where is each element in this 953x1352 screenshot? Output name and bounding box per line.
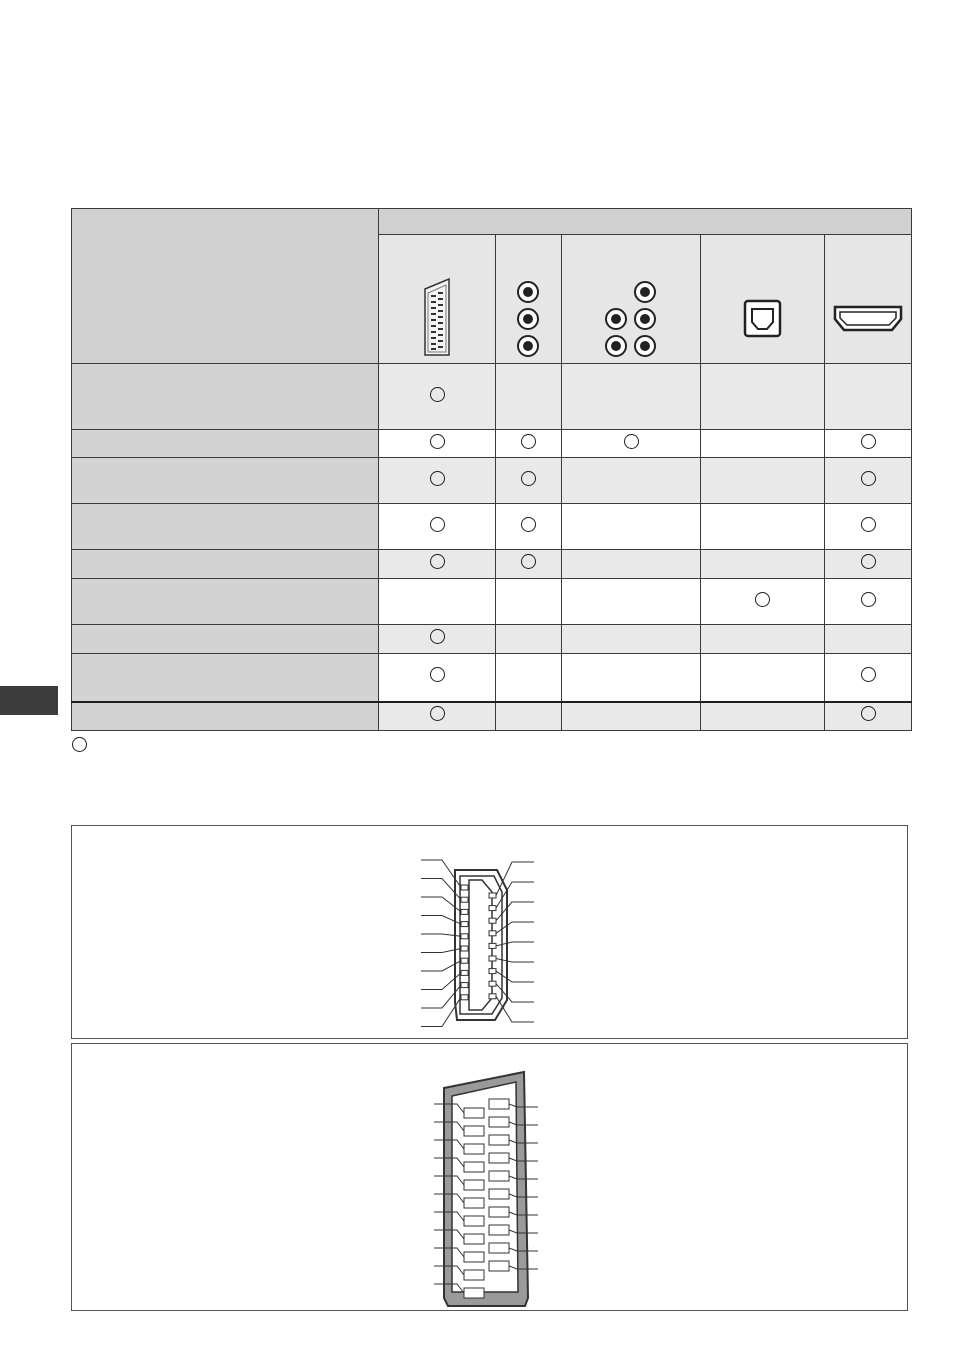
circle-mark-icon xyxy=(430,554,445,569)
hdmi-pin xyxy=(461,934,468,939)
scart-pin xyxy=(489,1225,509,1235)
circle-mark-icon xyxy=(430,629,445,644)
scart-pin-connector-icon xyxy=(72,1044,907,1310)
table-cell xyxy=(562,364,701,430)
row-label-cell xyxy=(72,702,379,731)
table-row xyxy=(72,625,912,654)
table-cell xyxy=(496,364,562,430)
table-cell xyxy=(379,579,496,625)
scart-pin xyxy=(464,1180,484,1190)
table-row xyxy=(72,702,912,731)
scart-pin xyxy=(489,1189,509,1199)
row-label-cell xyxy=(72,625,379,654)
av-rca-jacks-icon xyxy=(496,235,561,363)
table-cell xyxy=(379,504,496,550)
table-row xyxy=(72,654,912,702)
hdmi-pin xyxy=(461,983,468,988)
hdmi-column-header xyxy=(825,235,912,364)
table-cell xyxy=(562,702,701,731)
row-label-cell xyxy=(72,579,379,625)
scart-pin xyxy=(489,1261,509,1271)
hdmi-pin-diagram xyxy=(71,825,908,1039)
circle-mark-icon xyxy=(521,471,536,486)
hdmi-pin xyxy=(489,918,496,923)
scart-pin xyxy=(464,1234,484,1244)
hdmi-pin xyxy=(489,994,496,999)
scart-pin xyxy=(489,1243,509,1253)
hdmi-pin xyxy=(461,946,468,951)
table-cell xyxy=(496,654,562,702)
hdmi-pin xyxy=(489,943,496,948)
hdmi-pin xyxy=(489,956,496,961)
table-row xyxy=(72,364,912,430)
table-cell xyxy=(496,702,562,731)
scart-pin xyxy=(489,1171,509,1181)
circle-mark-icon xyxy=(861,706,876,721)
component-column-header xyxy=(562,235,701,364)
circle-mark-icon xyxy=(755,592,770,607)
circle-mark-icon xyxy=(72,737,87,752)
hdmi-pin xyxy=(489,931,496,936)
terminal-group-header xyxy=(379,209,912,235)
av-column-header xyxy=(496,235,562,364)
circle-mark-icon xyxy=(861,517,876,532)
table-row xyxy=(72,579,912,625)
table-cell xyxy=(825,430,912,458)
hdmi-pin xyxy=(489,981,496,986)
table-row xyxy=(72,550,912,579)
table-cell xyxy=(562,579,701,625)
scart-pin xyxy=(489,1207,509,1217)
circle-mark-icon xyxy=(861,667,876,682)
table-cell xyxy=(701,458,825,504)
table-header-label-cell xyxy=(72,209,379,364)
optical-digital-out-icon xyxy=(701,235,824,363)
table-cell xyxy=(701,625,825,654)
row-label-cell xyxy=(72,654,379,702)
circle-mark-icon xyxy=(430,706,445,721)
hdmi-pin xyxy=(461,970,468,975)
table-cell xyxy=(825,364,912,430)
row-label-cell xyxy=(72,458,379,504)
circle-mark-icon xyxy=(521,434,536,449)
hdmi-pin xyxy=(489,893,496,898)
scart-pin xyxy=(464,1162,484,1172)
circle-mark-icon xyxy=(521,554,536,569)
table-cell xyxy=(701,702,825,731)
table-cell xyxy=(825,550,912,579)
table-cell xyxy=(379,550,496,579)
table-cell xyxy=(379,654,496,702)
circle-mark-icon xyxy=(861,592,876,607)
table-cell xyxy=(701,579,825,625)
circle-mark-icon xyxy=(430,517,445,532)
scart-pin-diagram xyxy=(71,1043,908,1311)
connection-table xyxy=(71,208,912,731)
hdmi-pin xyxy=(461,885,468,890)
hdmi-connector-icon xyxy=(825,235,911,363)
circle-mark-icon xyxy=(430,667,445,682)
table-cell xyxy=(825,654,912,702)
circle-mark-icon xyxy=(430,471,445,486)
row-label-cell xyxy=(72,550,379,579)
scart-pin xyxy=(464,1270,484,1280)
table-cell xyxy=(379,625,496,654)
table-cell xyxy=(701,430,825,458)
table-cell xyxy=(379,702,496,731)
table-cell xyxy=(562,458,701,504)
scart-pin xyxy=(464,1126,484,1136)
hdmi-pin xyxy=(461,995,468,1000)
circle-mark-icon xyxy=(861,471,876,486)
table-cell xyxy=(701,654,825,702)
scart-connector-icon xyxy=(379,235,495,363)
table-row xyxy=(72,430,912,458)
table-cell xyxy=(562,550,701,579)
table-cell xyxy=(379,458,496,504)
table-cell xyxy=(496,504,562,550)
table-cell xyxy=(701,504,825,550)
scart-pin xyxy=(464,1108,484,1118)
scart-pin xyxy=(464,1216,484,1226)
table-cell xyxy=(379,430,496,458)
row-label-cell xyxy=(72,504,379,550)
table-cell xyxy=(825,458,912,504)
table-cell xyxy=(562,625,701,654)
circle-mark-icon xyxy=(430,387,445,402)
table-cell xyxy=(496,550,562,579)
table-cell xyxy=(562,654,701,702)
table-cell xyxy=(496,430,562,458)
scart-column-header xyxy=(379,235,496,364)
scart-pin xyxy=(464,1288,484,1298)
circle-mark-icon xyxy=(624,434,639,449)
circle-mark-icon xyxy=(521,517,536,532)
hdmi-pin xyxy=(489,969,496,974)
table-cell xyxy=(496,579,562,625)
hdmi-pin xyxy=(461,922,468,927)
hdmi-pin xyxy=(461,909,468,914)
circle-mark-icon xyxy=(861,554,876,569)
row-label-cell xyxy=(72,430,379,458)
component-rca-jacks-icon xyxy=(562,235,700,363)
hdmi-pin xyxy=(489,906,496,911)
table-cell xyxy=(562,430,701,458)
scart-pin xyxy=(464,1198,484,1208)
digital-audio-column-header xyxy=(701,235,825,364)
scart-pin xyxy=(489,1135,509,1145)
table-cell xyxy=(562,504,701,550)
table-cell xyxy=(825,702,912,731)
table-cell xyxy=(496,625,562,654)
row-label-cell xyxy=(72,364,379,430)
table-cell xyxy=(701,364,825,430)
table-cell xyxy=(379,364,496,430)
scart-pin xyxy=(489,1153,509,1163)
circle-mark-icon xyxy=(430,434,445,449)
scart-pin xyxy=(489,1117,509,1127)
hdmi-pin-connector-icon xyxy=(72,826,907,1038)
table-row xyxy=(72,458,912,504)
scart-pin xyxy=(464,1144,484,1154)
table-cell xyxy=(825,504,912,550)
scart-pin xyxy=(464,1252,484,1262)
hdmi-pin xyxy=(461,897,468,902)
table-row xyxy=(72,504,912,550)
table-cell xyxy=(825,579,912,625)
circle-mark-icon xyxy=(861,434,876,449)
scart-pin xyxy=(489,1099,509,1109)
hdmi-pin xyxy=(461,958,468,963)
table-cell xyxy=(496,458,562,504)
section-side-tab xyxy=(0,686,58,715)
table-cell xyxy=(825,625,912,654)
table-cell xyxy=(701,550,825,579)
